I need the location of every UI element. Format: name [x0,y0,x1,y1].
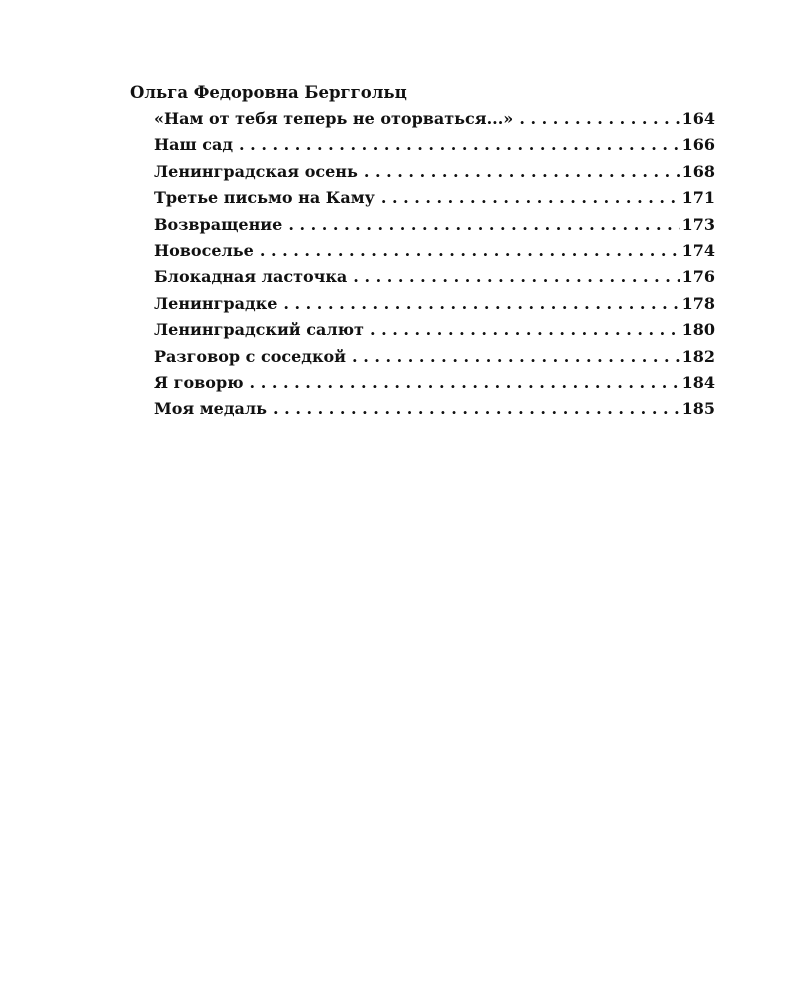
dot-leader [353,264,679,290]
toc-entry-title: Ленинградский салют [154,320,364,340]
dot-leader [370,317,680,343]
toc-entry-title: Ленинградке [154,293,278,313]
toc-entry-page: 184 [681,372,715,392]
toc-entry-title: Третье письмо на Каму [154,188,375,208]
dot-leader [239,132,680,158]
toc-entry-page: 173 [681,214,715,234]
toc-entry-page: 182 [681,346,715,366]
toc-entry[interactable] [154,132,715,158]
dot-leader [283,291,679,317]
toc-entry-title: Новоселье [154,240,254,260]
toc-entry[interactable] [154,212,715,238]
dot-leader [352,344,680,370]
toc-entry-page: 168 [681,161,715,181]
toc-entry[interactable] [154,238,715,264]
table-of-contents [130,80,715,423]
dot-leader [260,238,680,264]
toc-entry[interactable] [154,264,715,290]
toc-entry[interactable] [154,291,715,317]
toc-entry[interactable] [154,317,715,343]
dot-leader [381,185,680,211]
toc-entry-list [130,106,715,423]
toc-entry-page: 185 [681,399,715,419]
toc-entry-page: 164 [681,109,715,128]
toc-entry-page: 166 [681,135,715,155]
toc-entry-title: Возвращение [154,214,283,234]
dot-leader [364,159,680,185]
dot-leader [519,106,679,132]
toc-entry[interactable] [154,159,715,185]
toc-entry-title: «Нам от тебя теперь не оторваться...» [154,109,514,128]
toc-entry-title: Блокадная ласточка [154,267,348,287]
toc-entry[interactable] [154,344,715,370]
toc-entry[interactable] [154,396,715,422]
toc-entry-page: 171 [681,188,715,208]
dot-leader [250,370,680,396]
toc-entry-title: Я говорю [154,372,244,392]
toc-entry-title: Наш сад [154,135,234,155]
toc-entry-page: 178 [681,293,715,313]
toc-entry-title: Моя медаль [154,399,268,419]
toc-entry[interactable] [154,106,715,132]
author-heading: Ольга Федоровна Берггольц [130,83,407,102]
dot-leader [288,212,679,238]
toc-entry-title: Разговор с соседкой [154,346,347,366]
toc-entry-title: Ленинградская осень [154,161,358,181]
toc-entry-page: 176 [681,267,715,287]
toc-entry[interactable] [154,370,715,396]
toc-entry[interactable] [154,185,715,211]
toc-entry-page: 174 [681,240,715,260]
toc-entry-page: 180 [681,320,715,340]
dot-leader [273,396,680,422]
